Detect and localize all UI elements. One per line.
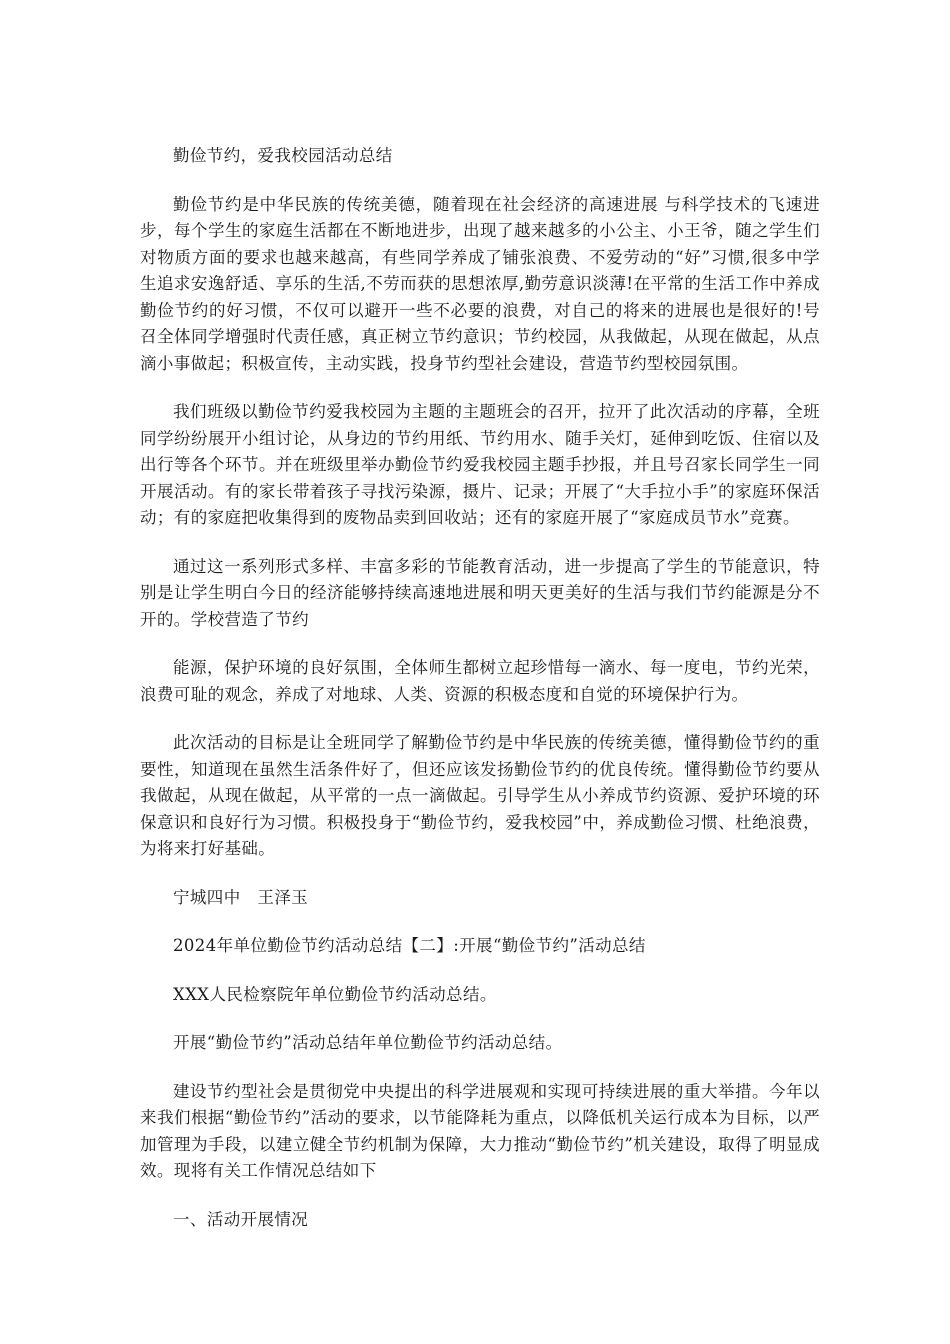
document-body xyxy=(140,143,820,1255)
signature: 宁城四中 王泽玉 xyxy=(173,887,309,907)
paragraph-class-activity: 我们班级以勤俭节约爱我校园为主题的主题班会的召开，拉开了此次活动的序幕，全班同学纷纷展开小组讨论，从身边的节约用纸、节约用水、随手关灯，延伸到吃饭、住宿以及出行等各个环节。并在班级里举办勤俭节约爱我校园主题手抄报，并且号召家长同学生一同开展活动。有的家长带着孩子寻找污染源，摄片、记录；开展了“大手拉小手”的家庭环保活动；有的家庭把收集得到的废物品卖到回收站；还有的家庭开展了“家庭成员节水”竞赛。 xyxy=(140,402,820,527)
paragraph-intro: 勤俭节约是中华民族的传统美德，随着现在社会经济的高速进展 与科学技术的飞速进步，每个学生的家庭生活都在不断地进步，出现了越来越多的小公主、小王爷，随之学生们对物质方面的要求也越来越高，有些同学养成了铺张浪费、不爱劳动的“好”习惯,很多中学生追求安逸舒适、享乐的生活,不劳而获的思想浓厚,勤劳意识淡薄!在平常的生活工作中养成勤俭节约的好习惯，不仅可以避开一些不必要的浪费，对自己的将来的进展也是很好的!号召全体同学增强时代责任感，真正树立节约意识；节约校园，从我做起，从现在做起，从点滴小事做起；积极宣传，主动实践，投身节约型社会建设，营造节约型校园氛围。 xyxy=(140,194,820,373)
activity-summary-line: 开展“勤俭节约”活动总结年单位勤俭节约活动总结。 xyxy=(173,1033,563,1052)
document-title: 勤俭节约，爱我校园活动总结 xyxy=(173,146,393,165)
paragraph-final: 建设节约型社会是贯彻党中央提出的科学进展观和实现可持续进展的重大举措。今年以来我们根据“勤俭节约”活动的要求，以节能降耗为重点，以降低机关运行成本为目标，以严加管理为手段，以建立健全节约机制为保障，大力推动“勤俭节约”机关建设，取得了明显成效。现将有关工作情况总结如下 xyxy=(140,1081,820,1180)
procuratorate-line: XXX人民检察院年单位勤俭节约活动总结。 xyxy=(173,984,497,1004)
subheading: 一、活动开展情况 xyxy=(173,1209,309,1229)
paragraph-environment: 能源，保护环境的良好氛围，全体师生都树立起珍惜每一滴水、每一度电，节约光荣，浪费可耻的观念，养成了对地球、人类、资源的积极态度和自觉的环境保护行为。 xyxy=(140,658,820,704)
paragraph-education-effect: 通过这一系列形式多样、丰富多彩的节能教育活动，进一步提高了学生的节能意识，特别是让学生明白今日的经济能够持续高速地进展和明天更美好的生活与我们节约能源是分不开的。学校营造了节约 xyxy=(140,556,820,629)
section-title: 2024年单位勤俭节约活动总结【二】:开展“勤俭节约”活动总结 xyxy=(173,936,646,955)
paragraph-goal: 此次活动的目标是让全班同学了解勤俭节约是中华民族的传统美德，懂得勤俭节约的重要性，知道现在虽然生活条件好了，但还应该发扬勤俭节约的优良传统。懂得勤俭节约要从我做起，从现在做起，从平常的一点一滴做起。引导学生从小养成节约资源、爱护环境的环保意识和良好行为习惯。积极投身于“勤俭节约，爱我校园”中，养成勤俭习惯、杜绝浪费，为将来打好基础。 xyxy=(140,733,820,858)
